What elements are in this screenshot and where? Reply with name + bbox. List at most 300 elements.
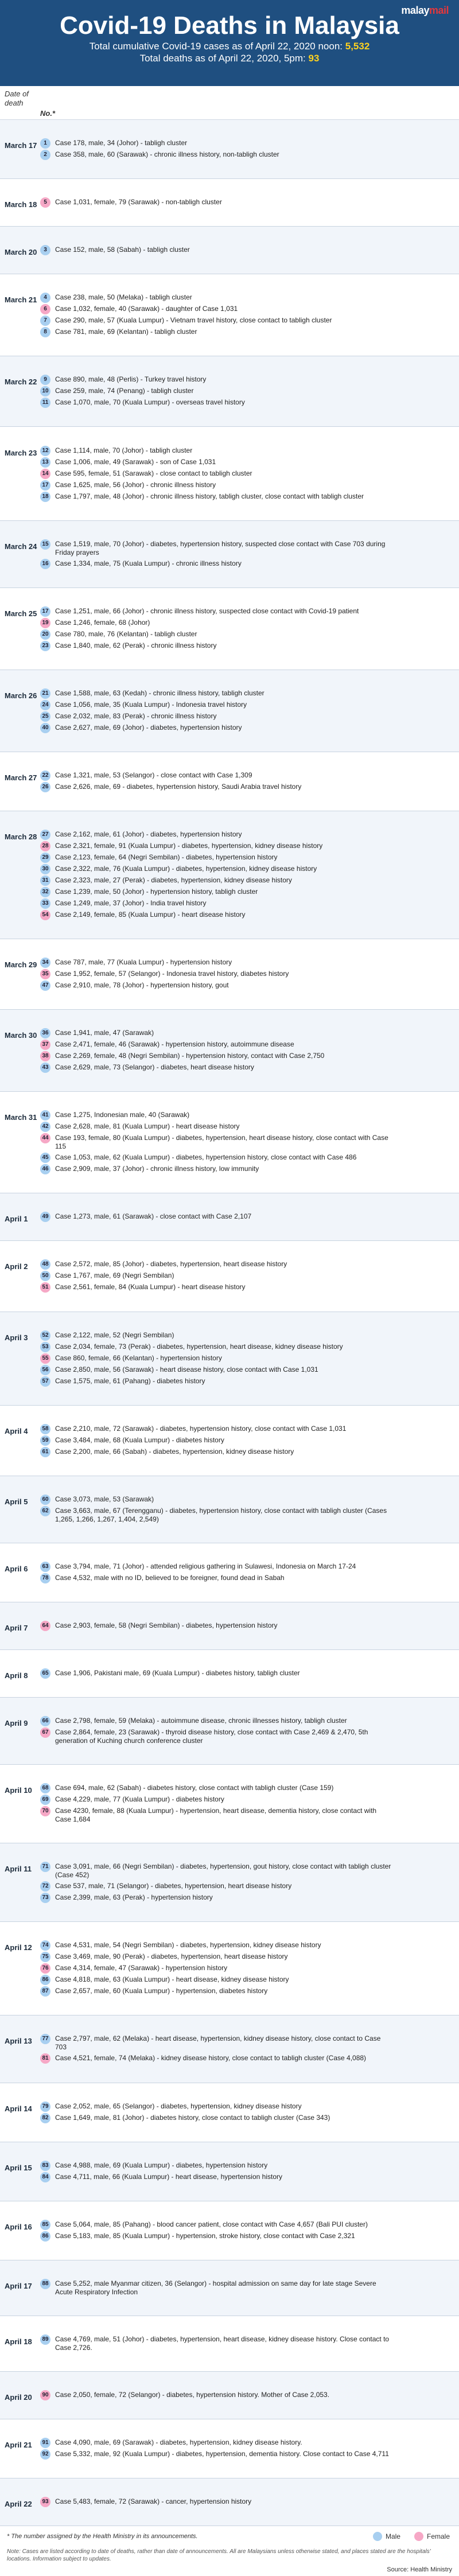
case-description: Case 2,657, male, 60 (Kuala Lumpur) - hypertension, diabetes history bbox=[55, 1987, 268, 1995]
male-death-number: 62 bbox=[40, 1506, 50, 1516]
case-row bbox=[40, 1951, 459, 1963]
case-list bbox=[40, 244, 459, 256]
case-description: Case 1,906, Pakistani male, 69 (Kuala Lumpur) - diabetes history, tabligh cluster bbox=[55, 1669, 300, 1678]
case-list bbox=[40, 1211, 459, 1223]
male-death-number: 12 bbox=[40, 446, 50, 456]
case-description: Case 2,321, female, 91 (Kuala Lumpur) - diabetes, hypertension, kidney disease history bbox=[55, 841, 323, 850]
case-description: Case 2,052, male, 65 (Selangor) - diabetes, hypertension, kidney disease history bbox=[55, 2102, 302, 2110]
case-description: Case 4,988, male, 69 (Kuala Lumpur) - diabetes, hypertension history bbox=[55, 2161, 268, 2169]
case-description: Case 595, female, 51 (Sarawak) - close contact to tabligh cluster bbox=[55, 469, 252, 477]
case-description: Case 2,050, female, 72 (Selangor) - diabetes, hypertension history. Mother of Case 2,053. bbox=[55, 2391, 330, 2399]
case-description: Case 4,314, female, 47 (Sarawak) - hypertension history bbox=[55, 1964, 228, 1972]
case-row bbox=[40, 1620, 459, 1632]
case-description: Case 1,767, male, 69 (Negri Sembilan) bbox=[55, 1271, 174, 1280]
case-row bbox=[40, 386, 459, 397]
male-death-number: 89 bbox=[40, 2334, 50, 2345]
case-description: Case 2,122, male, 52 (Negri Sembilan) bbox=[55, 1330, 174, 1339]
male-death-number: 3 bbox=[40, 245, 50, 255]
case-description: Case 4,521, female, 74 (Melaka) - kidney disease history, close contact to tabligh cluster (Case 4,088) bbox=[55, 2054, 367, 2063]
male-death-number: 57 bbox=[40, 1376, 50, 1387]
case-description: Case 1,952, female, 57 (Selangor) - Indonesia travel history, diabetes history bbox=[55, 970, 289, 978]
case-description: Case 3,469, male, 90 (Perak) - diabetes, hypertension, heart disease history bbox=[55, 1952, 288, 1961]
case-row bbox=[40, 138, 459, 149]
day-group bbox=[0, 2015, 459, 2083]
male-death-number: 2 bbox=[40, 150, 50, 160]
male-death-number: 53 bbox=[40, 1342, 50, 1352]
day-group bbox=[0, 427, 459, 520]
day-group bbox=[0, 2419, 459, 2478]
case-row bbox=[40, 711, 459, 722]
death-date: March 21 bbox=[5, 295, 37, 305]
male-death-number: 23 bbox=[40, 641, 50, 651]
case-description: Case 2,626, male, 69 - diabetes, hypertension history, Saudi Arabia travel history bbox=[55, 782, 302, 791]
case-description: Case 2,864, female, 23 (Sarawak) - thyroid disease history, close contact with Case 2,469 & 2,470, 5th generation of Kuching church conference cluster bbox=[55, 1728, 368, 1745]
case-row bbox=[40, 863, 459, 875]
case-description: Case 1,273, male, 61 (Sarawak) - close contact with Case 2,107 bbox=[55, 1212, 252, 1221]
case-row bbox=[40, 397, 459, 408]
death-date: April 8 bbox=[5, 1671, 28, 1680]
male-death-number: 68 bbox=[40, 1783, 50, 1793]
male-death-number: 65 bbox=[40, 1668, 50, 1679]
case-row bbox=[40, 1715, 459, 1727]
deaths-list bbox=[0, 120, 459, 2526]
male-death-number: 85 bbox=[40, 2220, 50, 2230]
case-list bbox=[40, 1109, 459, 1176]
case-description: Case 5,332, male, 92 (Kuala Lumpur) - diabetes, hypertension, dementia history. Close contact to Case 4,711 bbox=[55, 2450, 389, 2458]
death-date: April 14 bbox=[5, 2104, 32, 2113]
case-row bbox=[40, 1783, 459, 1794]
case-row bbox=[40, 244, 459, 256]
case-description: Case 4,090, male, 69 (Sarawak) - diabetes, hypertension, kidney disease history. bbox=[55, 2438, 302, 2447]
legend bbox=[373, 2532, 450, 2541]
case-row bbox=[40, 840, 459, 852]
female-death-number: 93 bbox=[40, 2497, 50, 2507]
male-death-number: 86 bbox=[40, 2231, 50, 2242]
case-description: Case 1,032, female, 40 (Sarawak) - daughter of Case 1,031 bbox=[55, 305, 238, 313]
case-list bbox=[40, 1493, 459, 1526]
case-row bbox=[40, 968, 459, 980]
case-row bbox=[40, 688, 459, 699]
female-death-number: 67 bbox=[40, 1727, 50, 1738]
case-row bbox=[40, 1805, 459, 1825]
case-row bbox=[40, 1861, 459, 1881]
male-death-number: 27 bbox=[40, 830, 50, 840]
case-row bbox=[40, 197, 459, 208]
day-group bbox=[0, 752, 459, 811]
case-description: Case 4,818, male, 63 (Kuala Lumpur) - heart disease, kidney disease history bbox=[55, 1975, 289, 1984]
day-group bbox=[0, 356, 459, 427]
case-row bbox=[40, 829, 459, 840]
case-description: Case 1,797, male, 48 (Johor) - chronic illness history, tabligh cluster, close contact with tabligh cluster bbox=[55, 492, 364, 500]
male-death-number: 43 bbox=[40, 1063, 50, 1073]
case-description: Case 3,073, male, 53 (Sarawak) bbox=[55, 1495, 154, 1503]
death-date: March 26 bbox=[5, 691, 37, 700]
case-description: Case 1,251, male, 66 (Johor) - chronic illness history, suspected close contact with Covid-19 patient bbox=[55, 606, 359, 615]
case-list bbox=[40, 1782, 459, 1826]
case-row bbox=[40, 1353, 459, 1364]
male-death-number: 84 bbox=[40, 2172, 50, 2182]
male-death-number: 72 bbox=[40, 1881, 50, 1892]
male-death-number: 29 bbox=[40, 853, 50, 863]
male-death-number: 49 bbox=[40, 1212, 50, 1222]
footer bbox=[0, 2526, 459, 2573]
case-description: Case 5,252, male Myanmar citizen, 36 (Selangor) - hospital admission on same day for late stage Severe Acute Respiratory Infection bbox=[55, 2279, 376, 2296]
male-death-number: 69 bbox=[40, 1795, 50, 1805]
day-group bbox=[0, 588, 459, 670]
male-death-number: 50 bbox=[40, 1271, 50, 1281]
day-group bbox=[0, 2372, 459, 2419]
male-death-number: 83 bbox=[40, 2161, 50, 2171]
day-group bbox=[0, 2201, 459, 2260]
case-row bbox=[40, 491, 459, 503]
case-description: Case 2,628, male, 81 (Kuala Lumpur) - heart disease history bbox=[55, 1122, 240, 1131]
male-death-number: 59 bbox=[40, 1435, 50, 1446]
female-death-number: 37 bbox=[40, 1040, 50, 1050]
day-group bbox=[0, 1765, 459, 1843]
case-row bbox=[40, 1435, 459, 1446]
day-group bbox=[0, 1602, 459, 1650]
male-death-number: 91 bbox=[40, 2438, 50, 2448]
case-description: Case 3,794, male, 71 (Johor) - attended religious gathering in Sulawesi, Indonesia on March 17-24 bbox=[55, 1562, 356, 1570]
case-description: Case 5,483, female, 72 (Sarawak) - cancer, hypertension history bbox=[55, 2497, 252, 2506]
case-list bbox=[40, 828, 459, 921]
case-row bbox=[40, 699, 459, 711]
day-group bbox=[0, 1698, 459, 1765]
day-group bbox=[0, 2083, 459, 2142]
case-description: Case 2,797, male, 62 (Melaka) - heart disease, hypertension, kidney disease history, close contact to Case 703 bbox=[55, 2034, 381, 2052]
case-description: Case 1,053, male, 62 (Kuala Lumpur) - diabetes, hypertension history, close contact with Case 486 bbox=[55, 1153, 357, 1162]
case-list bbox=[40, 1423, 459, 1458]
male-death-number: 16 bbox=[40, 559, 50, 569]
day-group bbox=[0, 1922, 459, 2015]
source: Source: Health Ministry bbox=[387, 2566, 452, 2574]
death-date: April 17 bbox=[5, 2281, 32, 2290]
male-death-number: 63 bbox=[40, 1562, 50, 1572]
male-death-number: 31 bbox=[40, 875, 50, 886]
death-date: April 3 bbox=[5, 1333, 28, 1342]
female-legend-swatch bbox=[414, 2532, 423, 2541]
day-group bbox=[0, 1241, 459, 1312]
male-death-number: 41 bbox=[40, 1110, 50, 1120]
death-date: March 29 bbox=[5, 960, 37, 970]
day-group bbox=[0, 1193, 459, 1241]
case-row bbox=[40, 2172, 459, 2183]
case-description: Case 2,910, male, 78 (Johor) - hypertension history, gout bbox=[55, 981, 229, 990]
day-group bbox=[0, 2478, 459, 2526]
case-row bbox=[40, 1164, 459, 1175]
male-death-number: 10 bbox=[40, 386, 50, 396]
female-death-number: 64 bbox=[40, 1621, 50, 1631]
day-group bbox=[0, 1092, 459, 1193]
male-death-number: 74 bbox=[40, 1940, 50, 1951]
case-list bbox=[40, 1715, 459, 1747]
male-death-number: 73 bbox=[40, 1893, 50, 1903]
death-date: March 30 bbox=[5, 1031, 37, 1040]
case-row bbox=[40, 2437, 459, 2449]
male-death-number: 82 bbox=[40, 2113, 50, 2123]
female-death-number: 70 bbox=[40, 1806, 50, 1816]
case-row bbox=[40, 1974, 459, 1986]
case-row bbox=[40, 2390, 459, 2401]
male-death-number: 46 bbox=[40, 1164, 50, 1174]
case-row bbox=[40, 2033, 459, 2053]
brand-logo: malaymail bbox=[401, 5, 449, 16]
case-description: Case 1,056, male, 35 (Kuala Lumpur) - Indonesia travel history bbox=[55, 700, 247, 709]
female-death-number: 44 bbox=[40, 1133, 50, 1143]
case-row bbox=[40, 2449, 459, 2460]
case-row bbox=[40, 1963, 459, 1974]
case-row bbox=[40, 303, 459, 315]
female-death-number: 5 bbox=[40, 197, 50, 208]
male-death-number: 15 bbox=[40, 539, 50, 550]
case-row bbox=[40, 374, 459, 386]
case-description: Case 4,532, male with no ID, believed to be foreigner, found dead in Sabah bbox=[55, 1573, 285, 1582]
case-description: Case 1,006, male, 49 (Sarawak) - son of Case 1,031 bbox=[55, 457, 216, 466]
day-group bbox=[0, 2142, 459, 2201]
case-description: Case 2,627, male, 69 (Johor) - diabetes, hypertension history bbox=[55, 723, 242, 731]
death-date: March 17 bbox=[5, 141, 37, 150]
case-description: Case 2,798, female, 59 (Melaka) - autoimmune disease, chronic illnesses history, tabligh cluster bbox=[55, 1717, 347, 1725]
death-date: March 31 bbox=[5, 1113, 37, 1122]
female-death-number: 28 bbox=[40, 841, 50, 851]
case-list bbox=[40, 2100, 459, 2124]
case-description: Case 2,850, male, 56 (Sarawak) - heart disease history, close contact with Case 1,031 bbox=[55, 1365, 318, 1373]
case-row bbox=[40, 457, 459, 468]
death-date: April 4 bbox=[5, 1426, 28, 1435]
male-death-number: 40 bbox=[40, 723, 50, 733]
male-death-number: 45 bbox=[40, 1153, 50, 1163]
case-row bbox=[40, 2496, 459, 2508]
case-description: Case 1,246, female, 68 (Johor) bbox=[55, 618, 150, 627]
column-headers bbox=[0, 86, 459, 120]
case-row bbox=[40, 315, 459, 326]
male-death-number: 79 bbox=[40, 2102, 50, 2112]
case-row bbox=[40, 1892, 459, 1904]
case-list bbox=[40, 2437, 459, 2461]
case-row bbox=[40, 781, 459, 793]
case-description: Case 4,229, male, 77 (Kuala Lumpur) - diabetes history bbox=[55, 1795, 224, 1804]
note: Note: Cases are listed according to date of deaths, rather than date of announcements. All are Malaysians unless otherwise stated, and places stated are the hospitals' locations. Information subject to updates. bbox=[7, 2548, 431, 2563]
male-death-number: 42 bbox=[40, 1122, 50, 1132]
male-death-number: 87 bbox=[40, 1986, 50, 1997]
male-death-number: 92 bbox=[40, 2449, 50, 2460]
male-death-number: 88 bbox=[40, 2279, 50, 2289]
male-death-number: 52 bbox=[40, 1330, 50, 1341]
case-row bbox=[40, 539, 459, 558]
case-description: Case 193, female, 80 (Kuala Lumpur) - diabetes, hypertension, heart disease history, close contact with Case 115 bbox=[55, 1134, 388, 1151]
case-row bbox=[40, 1940, 459, 1951]
case-description: Case 781, male, 69 (Kelantan) - tabligh cluster bbox=[55, 328, 197, 336]
case-row bbox=[40, 1133, 459, 1152]
male-death-number: 56 bbox=[40, 1365, 50, 1375]
case-row bbox=[40, 909, 459, 921]
case-description: Case 358, male, 60 (Sarawak) - chronic illness history, non-tabligh cluster bbox=[55, 150, 279, 159]
case-list bbox=[40, 1329, 459, 1388]
male-death-number: 25 bbox=[40, 711, 50, 722]
day-group bbox=[0, 2316, 459, 2372]
male-death-number: 24 bbox=[40, 700, 50, 710]
case-list bbox=[40, 1561, 459, 1585]
male-death-number: 22 bbox=[40, 771, 50, 781]
case-description: Case 1,625, male, 56 (Johor) - chronic illness history bbox=[55, 480, 216, 489]
case-row bbox=[40, 1330, 459, 1341]
male-death-number: 48 bbox=[40, 1259, 50, 1270]
male-death-number: 60 bbox=[40, 1495, 50, 1505]
case-list bbox=[40, 445, 459, 503]
case-description: Case 2,561, female, 84 (Kuala Lumpur) - heart disease history bbox=[55, 1283, 246, 1291]
death-date: April 12 bbox=[5, 1943, 32, 1952]
case-description: Case 2,032, male, 83 (Perak) - chronic illness history bbox=[55, 711, 217, 720]
case-description: Case 238, male, 50 (Melaka) - tabligh cluster bbox=[55, 293, 192, 302]
case-description: Case 890, male, 48 (Perlis) - Turkey travel history bbox=[55, 375, 207, 384]
female-death-number: 81 bbox=[40, 2053, 50, 2064]
case-list bbox=[40, 2033, 459, 2065]
death-date: March 20 bbox=[5, 248, 37, 257]
case-row bbox=[40, 2334, 459, 2353]
case-description: Case 259, male, 74 (Penang) - tabligh cluster bbox=[55, 387, 194, 395]
male-death-number: 36 bbox=[40, 1028, 50, 1038]
case-row bbox=[40, 1121, 459, 1133]
case-description: Case 1,321, male, 53 (Selangor) - close contact with Case 1,309 bbox=[55, 771, 252, 779]
case-row bbox=[40, 898, 459, 909]
case-list bbox=[40, 2333, 459, 2354]
female-death-number: 54 bbox=[40, 910, 50, 920]
male-death-number: 7 bbox=[40, 316, 50, 326]
case-description: Case 5,064, male, 85 (Pahang) - blood cancer patient, close contact with Case 4,657 (Bali PUI cluster) bbox=[55, 2220, 368, 2228]
case-description: Case 2,399, male, 63 (Perak) - hypertension history bbox=[55, 1893, 213, 1902]
male-death-number: 9 bbox=[40, 375, 50, 385]
case-list bbox=[40, 538, 459, 570]
case-row bbox=[40, 445, 459, 457]
male-legend-swatch bbox=[373, 2532, 382, 2541]
male-death-number: 26 bbox=[40, 782, 50, 792]
death-date: March 23 bbox=[5, 448, 37, 457]
day-group bbox=[0, 1543, 459, 1602]
case-row bbox=[40, 606, 459, 617]
death-date: April 1 bbox=[5, 1215, 28, 1224]
day-group bbox=[0, 2260, 459, 2316]
male-death-number: 47 bbox=[40, 980, 50, 991]
case-row bbox=[40, 1668, 459, 1679]
case-description: Case 1,575, male, 61 (Pahang) - diabetes history bbox=[55, 1376, 205, 1385]
day-group bbox=[0, 274, 459, 356]
header bbox=[0, 0, 459, 86]
male-death-number: 32 bbox=[40, 887, 50, 897]
case-description: Case 1,239, male, 50 (Johor) - hypertension history, tabligh cluster bbox=[55, 887, 258, 896]
case-description: Case 3,663, male, 67 (Terengganu) - diabetes, hypertension history, close contact with tabligh cluster (Cases 1,265, 1,266, 1,267, 1,404, 2,549) bbox=[55, 1506, 387, 1523]
case-row bbox=[40, 1028, 459, 1039]
female-death-number: 35 bbox=[40, 969, 50, 979]
case-row bbox=[40, 1423, 459, 1435]
total-cases-line bbox=[0, 40, 459, 52]
case-list bbox=[40, 1667, 459, 1680]
male-death-number: 75 bbox=[40, 1952, 50, 1962]
death-date: April 15 bbox=[5, 2163, 32, 2172]
death-date: March 28 bbox=[5, 832, 37, 841]
male-legend-label: Male bbox=[385, 2532, 400, 2541]
case-row bbox=[40, 468, 459, 480]
case-list bbox=[40, 1620, 459, 1632]
case-row bbox=[40, 640, 459, 652]
case-description: Case 2,269, female, 48 (Negri Sembilan) - hypertension history, contact with Case 2,750 bbox=[55, 1052, 325, 1060]
case-list bbox=[40, 1258, 459, 1294]
case-list bbox=[40, 1939, 459, 1998]
case-list bbox=[40, 956, 459, 992]
case-row bbox=[40, 886, 459, 898]
death-date: April 13 bbox=[5, 2037, 32, 2046]
number-column-header: No.* bbox=[40, 109, 55, 118]
case-list bbox=[40, 2278, 459, 2298]
case-list bbox=[40, 137, 459, 161]
day-group bbox=[0, 521, 459, 588]
case-description: Case 2,034, female, 73 (Perak) - diabetes, hypertension, heart disease, kidney disease history bbox=[55, 1342, 343, 1351]
case-row bbox=[40, 1561, 459, 1573]
case-description: Case 2,909, male, 37 (Johor) - chronic illness history, low immunity bbox=[55, 1165, 259, 1173]
case-description: Case 787, male, 77 (Kuala Lumpur) - hypertension history bbox=[55, 958, 232, 967]
case-row bbox=[40, 1505, 459, 1525]
death-date: April 11 bbox=[5, 1865, 32, 1874]
death-date: April 9 bbox=[5, 1719, 28, 1728]
case-list bbox=[40, 2219, 459, 2243]
case-description: Case 4,769, male, 51 (Johor) - diabetes, hypertension, heart disease, kidney disease history. Close contact to Case 2,726. bbox=[55, 2334, 390, 2352]
death-date: April 18 bbox=[5, 2337, 32, 2346]
case-description: Case 2,200, male, 66 (Sabah) - diabetes, hypertension, kidney disease history bbox=[55, 1447, 294, 1456]
case-description: Case 5,183, male, 85 (Kuala Lumpur) - hypertension, stroke history, close contact with Case 2,321 bbox=[55, 2231, 355, 2240]
case-row bbox=[40, 292, 459, 303]
case-row bbox=[40, 1110, 459, 1121]
day-group bbox=[0, 670, 459, 752]
case-row bbox=[40, 1494, 459, 1505]
male-death-number: 66 bbox=[40, 1716, 50, 1726]
case-row bbox=[40, 1270, 459, 1282]
case-row bbox=[40, 770, 459, 781]
case-description: Case 2,149, female, 85 (Kuala Lumpur) - heart disease history bbox=[55, 910, 246, 919]
total-cases-label: Total cumulative Covid-19 cases as of April 22, 2020 noon: bbox=[89, 41, 345, 52]
case-list bbox=[40, 2159, 459, 2184]
male-death-number: 78 bbox=[40, 1573, 50, 1583]
case-description: Case 1,519, male, 70 (Johor) - diabetes, hypertension history, suspected close contact with Case 703 during Friday prayers bbox=[55, 539, 386, 557]
male-death-number: 86 bbox=[40, 1975, 50, 1985]
case-list bbox=[40, 2496, 459, 2508]
case-list bbox=[40, 769, 459, 793]
total-deaths-label: Total deaths as of April 22, 2020, 5pm: bbox=[139, 53, 309, 64]
case-description: Case 3,484, male, 68 (Kuala Lumpur) - diabetes history bbox=[55, 1435, 224, 1444]
death-date: April 6 bbox=[5, 1564, 28, 1573]
death-date: April 5 bbox=[5, 1497, 28, 1506]
male-death-number: 20 bbox=[40, 629, 50, 640]
case-list bbox=[40, 1861, 459, 1904]
male-death-number: 58 bbox=[40, 1424, 50, 1434]
case-row bbox=[40, 1376, 459, 1387]
female-death-number: 76 bbox=[40, 1963, 50, 1974]
case-description: Case 1,588, male, 63 (Kedah) - chronic illness history, tabligh cluster bbox=[55, 688, 264, 697]
female-death-number: 14 bbox=[40, 469, 50, 479]
male-death-number: 11 bbox=[40, 398, 50, 408]
death-date: March 22 bbox=[5, 378, 37, 387]
case-row bbox=[40, 852, 459, 863]
case-row bbox=[40, 1881, 459, 1892]
day-group bbox=[0, 1406, 459, 1476]
page-title: Covid-19 Deaths in Malaysia bbox=[60, 11, 399, 40]
case-description: Case 1,249, male, 37 (Johor) - India travel history bbox=[55, 898, 207, 907]
female-death-number: 19 bbox=[40, 618, 50, 628]
case-description: Case 2,903, female, 58 (Negri Sembilan) - diabetes, hypertension history bbox=[55, 1621, 278, 1629]
case-row bbox=[40, 617, 459, 629]
case-list bbox=[40, 373, 459, 409]
female-death-number: 38 bbox=[40, 1051, 50, 1061]
case-description: Case 537, male, 71 (Selangor) - diabetes, hypertension, heart disease history bbox=[55, 1882, 292, 1890]
case-description: Case 3,091, male, 66 (Negri Sembilan) - diabetes, hypertension, gout history, close contact with tabligh cluster (Case 452) bbox=[55, 1862, 391, 1880]
